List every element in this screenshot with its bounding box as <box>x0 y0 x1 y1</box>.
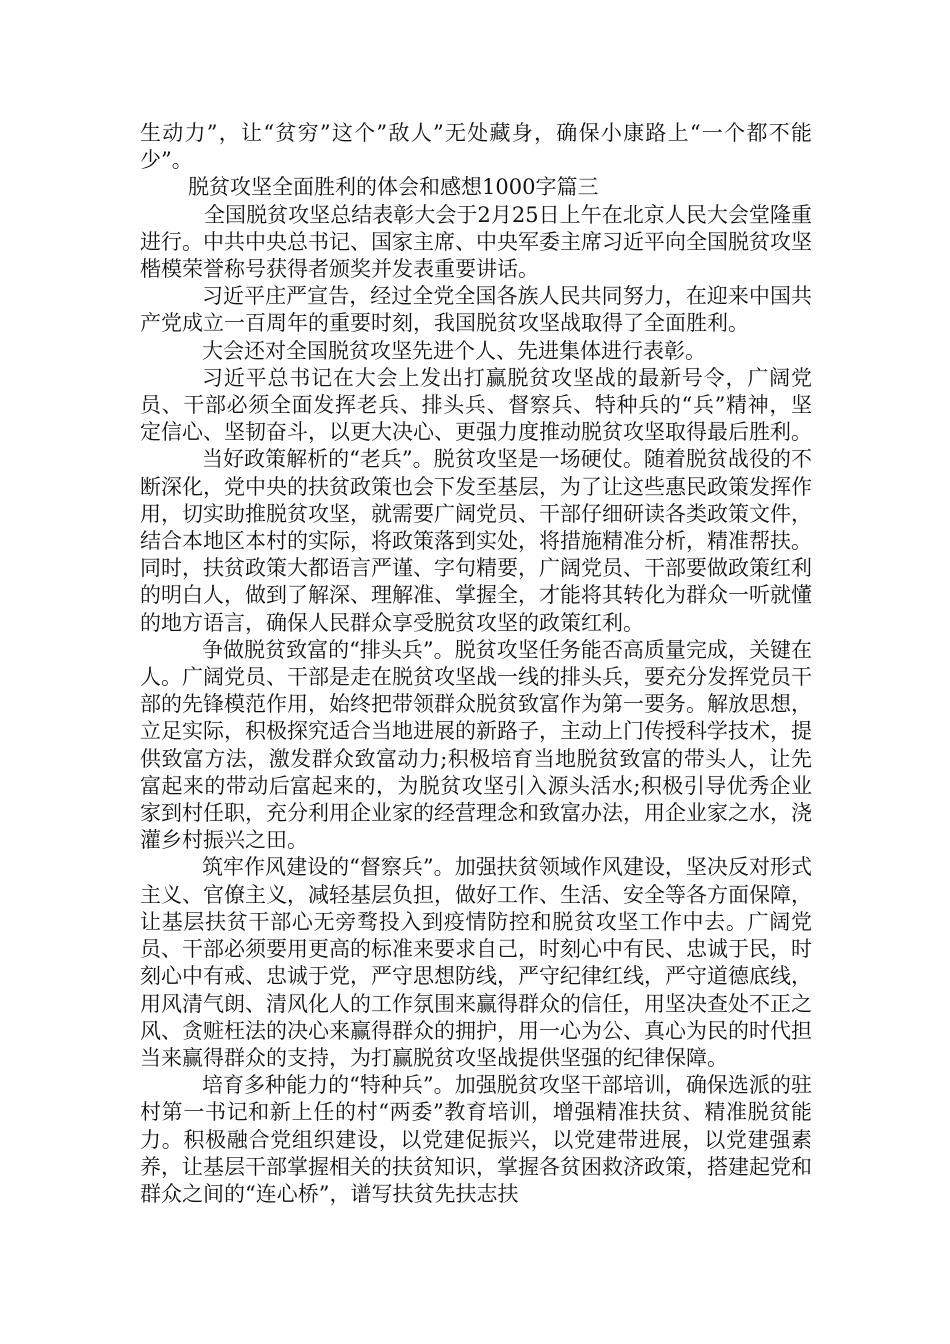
paragraph-inspector: 筑牢作风建设的“督察兵”。加强扶贫领域作风建设，坚决反对形式主义、官僚主义，减轻基层负担，做好工作、生活、安全等各方面保障，让基层扶贫干部心无旁骛投入到疫情防控和脱贫攻坚工作中去。广阔党员、干部必须要用更高的标准来要求自己，时刻心中有民、忠诚于民，时刻心中有戒、忠诚于党，严守思想防线，严守纪律红线，严守道德底线，用风清气朗、清风化人的工作氛围来赢得群众的信任，用坚决查处不正之风、贪赃枉法的决心来赢得群众的拥护，用一心为公、真心为民的时代担当来赢得群众的支持，为打赢脱贫攻坚战提供坚强的纪律保障。 <box>140 855 812 1070</box>
document-page <box>140 120 812 1208</box>
paragraph-special-forces: 培育多种能力的“特种兵”。加强脱贫攻坚干部培训，确保选派的驻村第一书记和新上任的村“两委”教育培训，增强精准扶贫、精准脱贫能力。积极融合党组织建设，以党建促振兴，以党建带进展，以党建强素养，让基层干部掌握相关的扶贫知识，掌握各贫困救济政策，搭建起党和群众之间的“连心桥”，谱写扶贫先扶志扶 <box>140 1073 812 1206</box>
section-heading: 脱贫攻坚全面胜利的体会和感想1000字篇三 <box>188 175 599 200</box>
paragraph-continuation: 生动力”，让“贫穷”这个”敌人”无处藏身，确保小康路上“一个都不能少”。 <box>140 121 812 173</box>
paragraph-order: 习近平总书记在大会上发出打赢脱贫攻坚战的最新号令，广阔党员、干部必须全面发挥老兵、排头兵、督察兵、特种兵的“兵”精神，坚定信心、坚韧奋斗，以更大决心、更强力度推动脱贫攻坚取得最后胜利。 <box>140 365 812 445</box>
paragraph-veteran: 当好政策解析的“老兵”。脱贫攻坚是一场硬仗。随着脱贫战役的不断深化，党中央的扶贫政策也会下发至基层，为了让这些惠民政策发挥作用，切实助推脱贫攻坚，就需要广阔党员、干部仔细研读各类政策文件，结合本地区本村的实际，将政策落到实处，将措施精准分析，精准帮扶。同时，扶贫政策大都语言严谨、字句精要，广阔党员、干部要做政策红利的明白人，做到了解深、理解准、掌握全，才能将其转化为群众一听就懂的地方语言，确保人民群众享受脱贫攻坚的政策红利。 <box>140 447 812 635</box>
paragraph-vanguard: 争做脱贫致富的“排头兵”。脱贫攻坚任务能否高质量完成，关键在人。广阔党员、干部是走在脱贫攻坚战一线的排头兵，要充分发挥党员干部的先锋模范作用，始终把带领群众脱贫致富作为第一要务。解放思想，立足实际，积极探究适合当地进展的新路子，主动上门传授科学技术，提供致富方法，激发群众致富动力;积极培育当地脱贫致富的带头人，让先富起来的带动后富起来的，为脱贫攻坚引入源头活水;积极引导优秀企业家到村任职，充分利用企业家的经营理念和致富办法，用企业家之水，浇灌乡村振兴之田。 <box>140 637 812 853</box>
paragraph-conference: 全国脱贫攻坚总结表彰大会于2月25日上午在北京人民大会堂隆重进行。中共中央总书记、国家主席、中央军委主席习近平向全国脱贫攻坚楷模荣誉称号获得者颁奖并发表重要讲话。 <box>140 202 812 282</box>
paragraph-declaration: 习近平庄严宣告，经过全党全国各族人民共同努力，在迎来中国共产党成立一百周年的重要时刻，我国脱贫攻坚战取得了全面胜利。 <box>140 284 812 336</box>
paragraph-commendation: 大会还对全国脱贫攻坚先进个人、先进集体进行表彰。 <box>202 338 706 363</box>
